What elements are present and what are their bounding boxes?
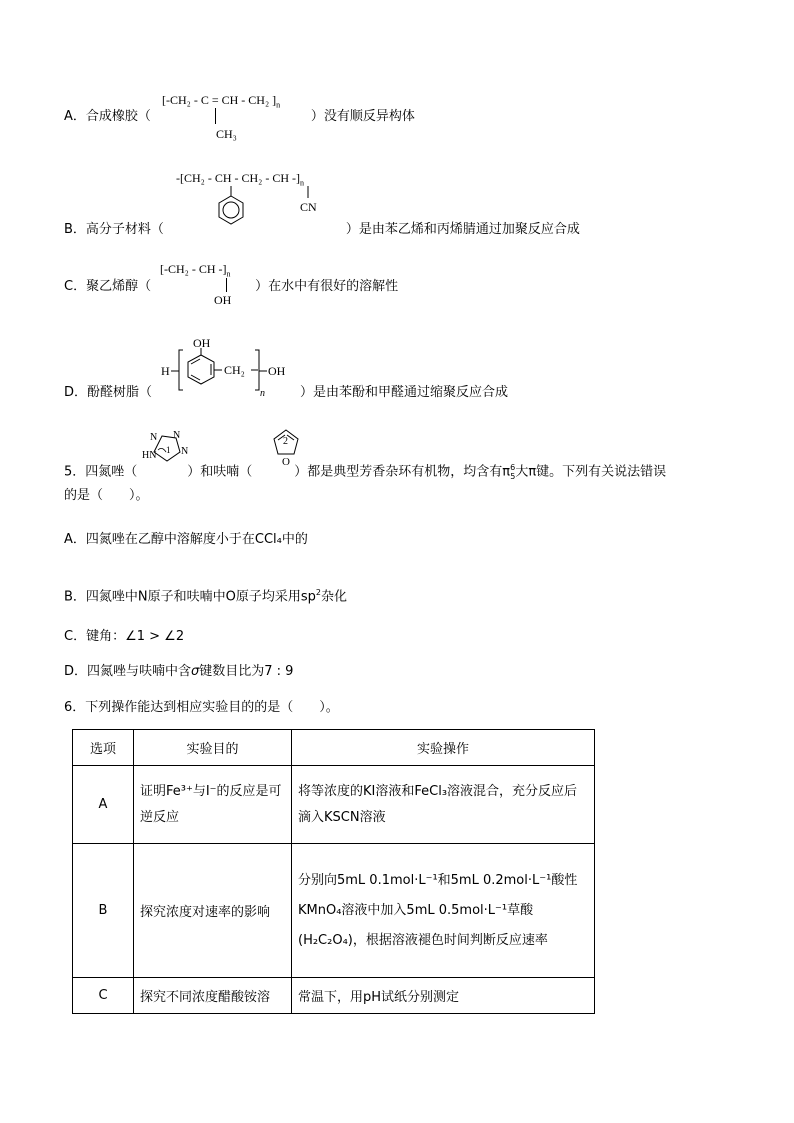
- row-a-option: A: [73, 766, 134, 844]
- q4-option-c-text: ）在水中有很好的溶解性: [255, 279, 399, 294]
- q5-pi-sup: 6: [510, 463, 516, 472]
- formula-pva-n: n: [226, 269, 231, 279]
- q5-stem-part3: ）都是典型芳香杂环有机物，均含有π: [294, 464, 511, 480]
- q4-option-b-label: B．高分子材料（: [64, 222, 164, 237]
- q4-option-b-text: ）是由苯乙烯和丙烯腈通过加聚反应合成: [345, 222, 580, 237]
- experiment-table: [72, 729, 595, 1014]
- row-b-operation: 分别向5mL 0.1mol·L⁻¹和5mL 0.2mol·L⁻¹酸性KMnO₄溶液中加入5mL 0.5mol·L⁻¹草酸(H₂C₂O₄)，根据溶液褪色时间判断反应速率: [292, 844, 595, 978]
- row-c-purpose: 探究不同浓度醋酸铵溶: [134, 978, 292, 1014]
- header-operation: 实验操作: [292, 730, 595, 766]
- row-b-purpose: 探究浓度对速率的影响: [134, 844, 292, 978]
- phenolic-resin-oh-right: OH: [268, 364, 286, 378]
- q4-option-d: [64, 384, 508, 402]
- q5-option-b-text: B．四氮唑中N原子和呋喃中O原子均采用sp: [64, 589, 316, 605]
- q4-option-c-label: C．聚乙烯醇（: [64, 279, 152, 294]
- q6-stem: 6．下列操作能达到相应实验目的的是（ ）。: [64, 700, 339, 715]
- phenolic-resin-h: H: [161, 364, 170, 378]
- row-c-operation: 常温下，用pH试纸分别测定: [292, 978, 595, 1014]
- formula-polymer-b: [176, 171, 304, 187]
- q4-option-a-text: ）没有顺反异构体: [310, 109, 415, 124]
- phenolic-resin-ch2: CH₂: [224, 363, 245, 377]
- formula-pva: [160, 262, 231, 278]
- q4-option-a: [64, 108, 415, 126]
- q4-option-d-text: ）是由苯酚和甲醛通过缩聚反应合成: [300, 385, 509, 400]
- q5-stem-line2: 的是（ ）。: [64, 488, 149, 503]
- tetrazole-angle-1: 1: [166, 445, 171, 455]
- formula-pva-hydroxyl: OH: [214, 293, 232, 307]
- row-c-option: C: [73, 978, 134, 1014]
- q4-option-b: [64, 221, 580, 239]
- q5-stem-line1: [64, 459, 666, 486]
- q5-option-d-tail: 键数目比为7 : 9: [199, 664, 294, 679]
- row-a-purpose: 证明Fe³⁺与I⁻的反应是可逆反应: [134, 766, 292, 844]
- q5-stem-part1: 5．四氮唑（: [64, 464, 138, 480]
- q4-option-c: [64, 278, 398, 296]
- table-row: [73, 766, 595, 844]
- header-option: 选项: [73, 730, 134, 766]
- q5-option-b-tail: 杂化: [321, 589, 348, 605]
- q4-option-d-label: D．酚醛树脂（: [64, 385, 153, 400]
- table-header-row: [73, 730, 595, 766]
- formula-pva-chain: [-CH₂ - CH -]: [160, 262, 227, 276]
- q5-pi-sub: 5: [510, 471, 516, 481]
- q5-option-a: A．四氮唑在乙醇中溶解度小于在CCl₄中的: [64, 532, 308, 547]
- formula-polymer-b-n: n: [300, 178, 305, 188]
- q5-option-d-text: D．四氮唑与呋喃中含: [64, 664, 192, 679]
- formula-polymer-b-chain: -[CH₂ - CH - CH₂ - CH -]: [176, 171, 301, 185]
- tetrazole-hn-label: HN: [142, 450, 157, 461]
- tetrazole-n-label-3: N: [181, 446, 189, 457]
- formula-polymer-b-cyano: CN: [300, 200, 317, 214]
- table-row: [73, 844, 595, 978]
- formula-synthetic-rubber-chain: [-CH₂ - C = CH - CH₂ ]: [162, 93, 277, 107]
- tetrazole-n-label-2: N: [173, 430, 181, 441]
- phenolic-resin-n: n: [260, 388, 265, 398]
- q5-option-d: [64, 663, 293, 681]
- formula-synthetic-rubber-n: n: [276, 100, 281, 110]
- row-b-option: B: [73, 844, 134, 978]
- q5-option-d-sigma: σ: [191, 664, 200, 679]
- table-row: [73, 978, 595, 1014]
- q5-stem-part2: ）和呋喃（: [187, 464, 253, 480]
- header-purpose: 实验目的: [134, 730, 292, 766]
- q5-stem-part4: 大π键。下列有关说法错误: [515, 464, 667, 480]
- q5-option-b-sup: 2: [315, 588, 321, 597]
- formula-synthetic-rubber: [162, 93, 280, 109]
- furan-angle-2: 2: [283, 436, 288, 447]
- row-a-operation: 将等浓度的KI溶液和FeCl₃溶液混合，充分反应后滴入KSCN溶液: [292, 766, 595, 844]
- formula-synthetic-rubber-bond: [215, 108, 216, 124]
- q5-option-c: C．键角：∠1 > ∠2: [64, 629, 185, 644]
- phenolic-resin-oh-top: OH: [193, 338, 211, 350]
- tetrazole-n-label: N: [150, 432, 158, 443]
- q5-option-b: [64, 584, 347, 606]
- q4-option-a-label: A．合成橡胶（: [64, 109, 151, 124]
- formula-synthetic-rubber-methyl: CH₃: [216, 127, 237, 141]
- furan-o-label: O: [282, 456, 290, 468]
